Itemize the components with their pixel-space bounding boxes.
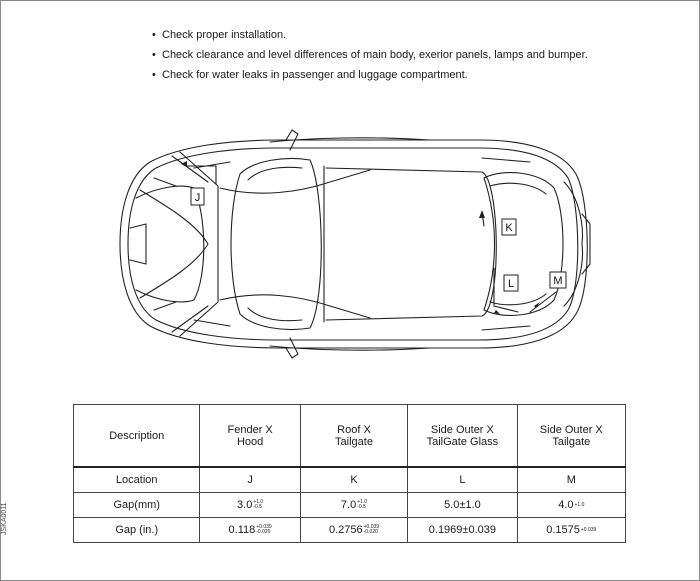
row-label: Location <box>74 467 200 493</box>
header-col-j: Fender X Hood <box>200 405 300 468</box>
table-cell: J <box>200 467 300 493</box>
label-l-box <box>504 275 518 291</box>
table-row-gap-mm <box>74 493 626 518</box>
bullet-icon: • <box>152 69 156 81</box>
label-j: J <box>194 192 201 204</box>
table-row-location <box>74 467 626 493</box>
table-cell: M <box>517 467 625 493</box>
figure-code: JSKA0011 <box>1 502 8 535</box>
table-cell: 0.118 +0.039 -0.020 <box>200 518 300 543</box>
header-col-k: Roof X Tailgate <box>300 405 407 468</box>
table-cell: 4.0 +1.0 <box>517 493 625 518</box>
gap-spec-table <box>73 404 626 543</box>
table-cell: K <box>300 467 407 493</box>
table-cell: 0.2756 +0.039 -0.020 <box>300 518 407 543</box>
instruction-list <box>152 25 588 85</box>
table-cell: 3.0 +1.0 -0.5 <box>200 493 300 518</box>
header-col-m: Side Outer X Tailgate <box>517 405 625 468</box>
bullet-icon: • <box>152 49 156 61</box>
row-label: Gap (in.) <box>74 518 200 543</box>
header-description: Description <box>74 405 200 468</box>
table-cell: 0.1575 +0.039 <box>517 518 625 543</box>
instruction-item: • Check proper installation. <box>152 25 588 45</box>
instruction-item: • Check for water leaks in passenger and luggage compartment. <box>152 65 588 85</box>
body-outline <box>120 140 587 348</box>
roof <box>326 168 496 320</box>
table-cell: L <box>408 467 517 493</box>
row-label: Gap(mm) <box>74 493 200 518</box>
header-col-l: Side Outer X TailGate Glass <box>408 405 517 468</box>
table-row-gap-in <box>74 518 626 543</box>
label-j-box <box>191 188 204 205</box>
table-cell: 0.1969±0.039 <box>408 518 517 543</box>
label-k: K <box>505 222 513 234</box>
instruction-item: • Check clearance and level differences of main body, exerior panels, lamps and bumper. <box>152 45 588 65</box>
label-m-box <box>550 272 566 288</box>
label-m: M <box>553 275 563 287</box>
table-header-row <box>74 405 626 468</box>
windshield <box>231 159 321 330</box>
bullet-icon: • <box>152 29 156 41</box>
label-l: L <box>507 278 515 290</box>
label-k-box <box>502 219 516 235</box>
car-top-view-diagram <box>110 128 600 365</box>
table-cell: 5.0±1.0 <box>408 493 517 518</box>
table-cell: 7.0 +1.0 -0.5 <box>300 493 407 518</box>
